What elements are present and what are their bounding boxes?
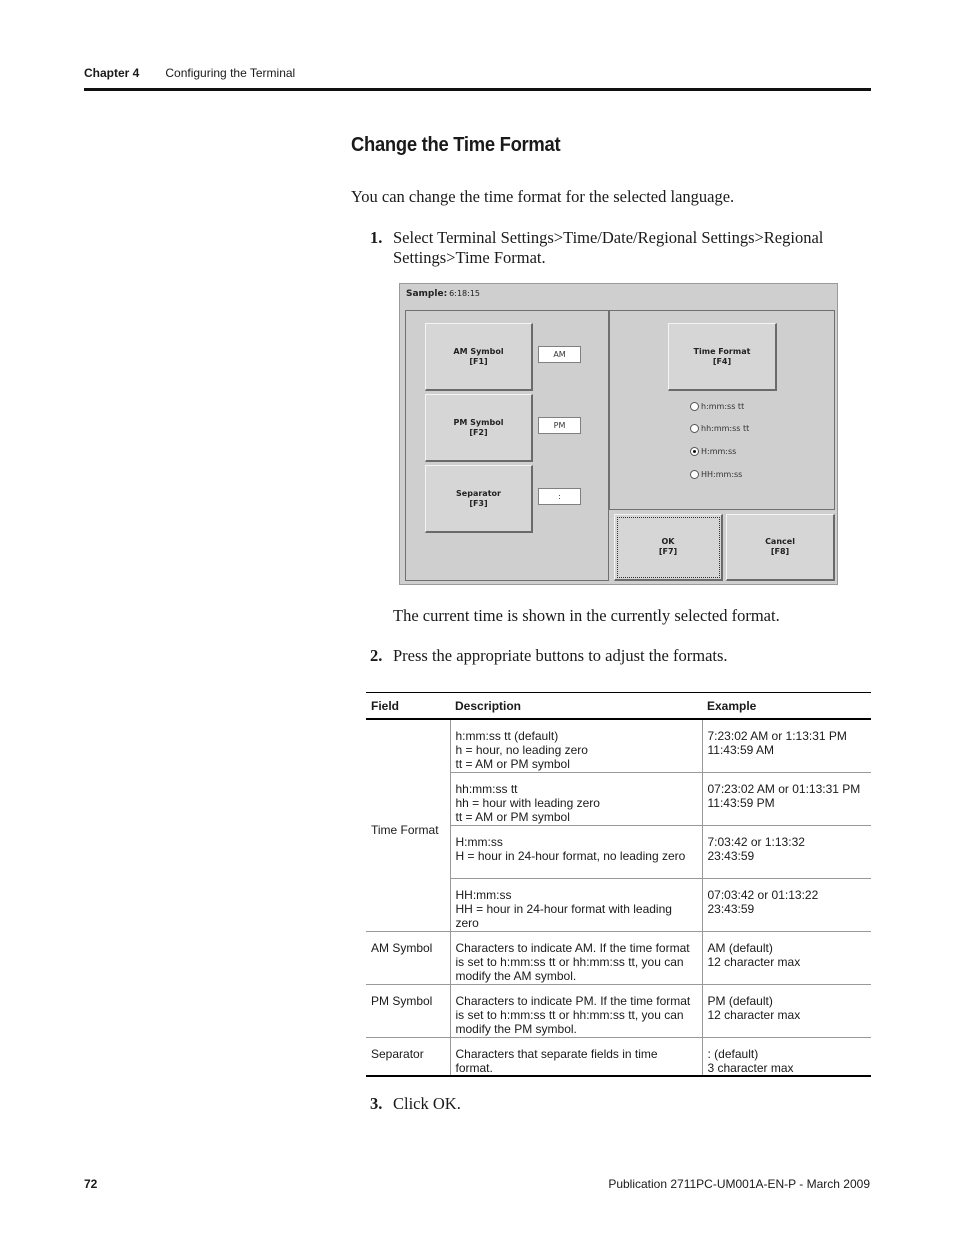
- radio-selected-icon: [690, 447, 699, 456]
- example-cell: AM (default) 12 character max: [702, 931, 871, 984]
- radio-label: hh:mm:ss tt: [701, 424, 750, 433]
- chapter-label: Chapter 4: [84, 66, 140, 80]
- table-header-row: [366, 693, 871, 720]
- radio-option[interactable]: [690, 424, 749, 433]
- section-title: Change the Time Format: [351, 134, 561, 156]
- step-text: Click OK.: [393, 1094, 461, 1113]
- example-cell: 07:23:02 AM or 01:13:31 PM 11:43:59 PM: [702, 772, 871, 825]
- radio-icon: [690, 402, 699, 411]
- running-header: [84, 66, 295, 80]
- step-number: 1.: [370, 228, 383, 247]
- page-number: 72: [84, 1177, 98, 1191]
- time-format-table: [366, 692, 871, 1077]
- column-header: Example: [702, 693, 871, 720]
- note-paragraph: The current time is shown in the currently selected format.: [393, 606, 780, 625]
- sample-label: Sample:: [406, 289, 448, 299]
- step-number: 2.: [370, 646, 383, 665]
- step-text: Select Terminal Settings>Time/Date/Regional Settings>Regional Settings>Time Format.: [393, 228, 824, 267]
- description-cell: Characters to indicate PM. If the time format is set to h:mm:ss tt or hh:mm:ss tt, you can modify the PM symbol.: [450, 984, 702, 1037]
- chapter-title: Configuring the Terminal: [165, 66, 296, 80]
- table-row: [366, 719, 871, 772]
- column-header: Description: [450, 693, 702, 720]
- example-cell: 7:23:02 AM or 1:13:31 PM 11:43:59 AM: [702, 719, 871, 772]
- description-cell: Characters that separate fields in time format.: [450, 1037, 702, 1076]
- radio-option[interactable]: [690, 447, 736, 456]
- description-cell: h:mm:ss tt (default) h = hour, no leading zero tt = AM or PM symbol: [450, 719, 702, 772]
- description-cell: HH:mm:ss HH = hour in 24-hour format with leading zero: [450, 878, 702, 931]
- separator-button[interactable]: Separator [F3]: [425, 465, 533, 533]
- column-header: Field: [366, 693, 450, 720]
- ok-button[interactable]: OK [F7]: [614, 514, 723, 581]
- radio-option[interactable]: [690, 402, 744, 411]
- example-cell: 07:03:42 or 01:13:22 23:43:59: [702, 878, 871, 931]
- field-cell: AM Symbol: [366, 931, 450, 984]
- example-cell: : (default) 3 character max: [702, 1037, 871, 1076]
- time-format-button[interactable]: Time Format [F4]: [668, 323, 777, 391]
- field-cell: PM Symbol: [366, 984, 450, 1037]
- radio-label: H:mm:ss: [701, 447, 737, 456]
- description-cell: H:mm:ss H = hour in 24-hour format, no leading zero: [450, 825, 702, 878]
- radio-label: h:mm:ss tt: [701, 402, 745, 411]
- radio-icon: [690, 424, 699, 433]
- description-cell: Characters to indicate AM. If the time format is set to h:mm:ss tt or hh:mm:ss tt, you can modify the AM symbol.: [450, 931, 702, 984]
- field-cell: Separator: [366, 1037, 450, 1076]
- am-symbol-button[interactable]: AM Symbol [F1]: [425, 323, 533, 391]
- radio-option[interactable]: [690, 470, 742, 479]
- pm-symbol-field[interactable]: PM: [538, 417, 581, 434]
- cancel-button[interactable]: Cancel [F8]: [726, 514, 835, 581]
- step-1: [370, 228, 870, 268]
- field-cell: Time Format: [366, 719, 450, 931]
- pm-symbol-button[interactable]: PM Symbol [F2]: [425, 394, 533, 462]
- am-symbol-field[interactable]: AM: [538, 346, 581, 363]
- table-row: [366, 931, 871, 984]
- table-row: [366, 984, 871, 1037]
- radio-icon: [690, 470, 699, 479]
- step-2: [370, 646, 870, 666]
- description-cell: hh:mm:ss tt hh = hour with leading zero tt = AM or PM symbol: [450, 772, 702, 825]
- separator-field[interactable]: :: [538, 488, 581, 505]
- example-cell: PM (default) 12 character max: [702, 984, 871, 1037]
- sample-readout: [406, 289, 480, 299]
- publication-info: Publication 2711PC-UM001A-EN-P - March 2009: [608, 1177, 870, 1191]
- time-format-screen: [399, 283, 838, 585]
- step-text: Press the appropriate buttons to adjust the formats.: [393, 646, 728, 665]
- intro-paragraph: You can change the time format for the selected language.: [351, 187, 735, 206]
- header-rule: [84, 88, 871, 91]
- table-row: [366, 1037, 871, 1076]
- step-3: [370, 1094, 870, 1114]
- step-number: 3.: [370, 1094, 383, 1113]
- example-cell: 7:03:42 or 1:13:32 23:43:59: [702, 825, 871, 878]
- sample-value: 6:18:15: [449, 289, 481, 298]
- radio-label: HH:mm:ss: [701, 470, 743, 479]
